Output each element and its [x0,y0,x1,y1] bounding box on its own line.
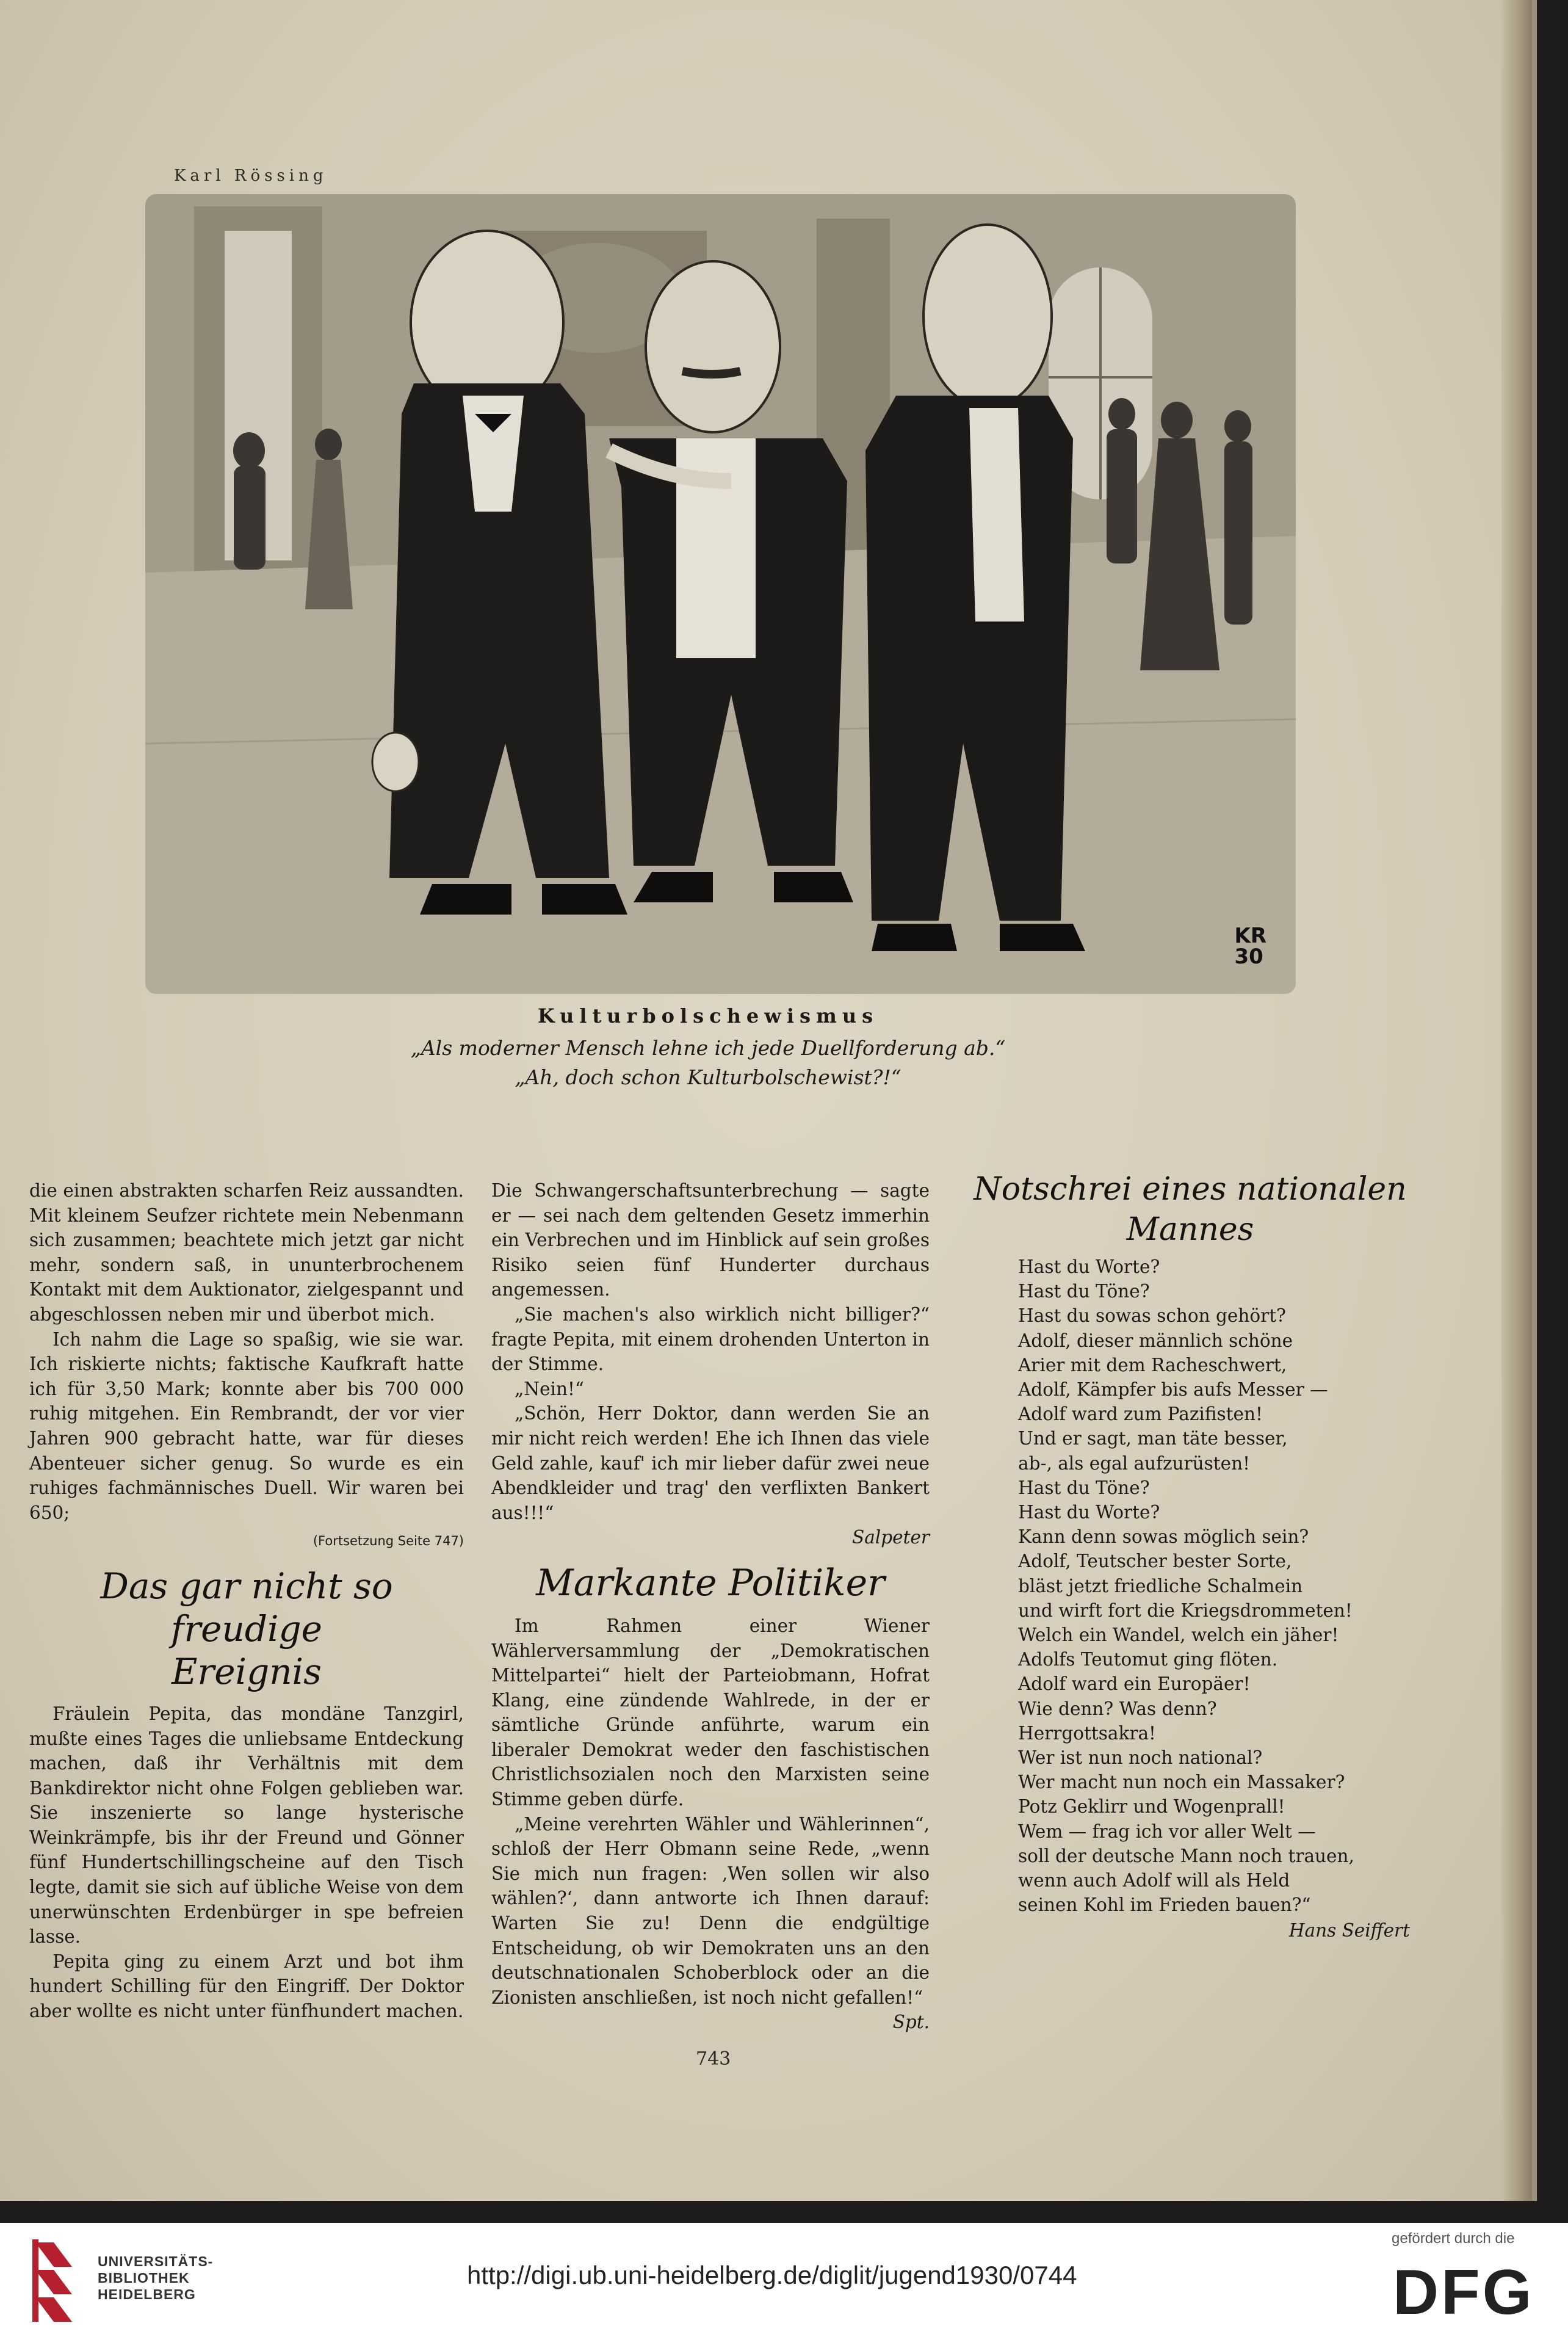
artist-monogram [1234,926,1266,967]
poem-heading-line-1: Notschrei eines nationalen [974,1171,1407,1208]
signature-spt: Spt. [892,2012,930,2033]
page-number: 743 [696,2048,731,2070]
poem-heading-line-2: Mannes [1126,1211,1254,1248]
poem-line: Hast du Töne? [1018,1281,1150,1302]
poem-line: Adolf, Teutscher bester Sorte, [1018,1551,1292,1572]
funded-by-label: gefördert durch die [1392,2230,1515,2247]
illustration-caption [305,1004,1111,1092]
col1-paragraph-1: die einen abstrakten scharfen Reiz aussandten. Mit kleinem Seufzer richtete mein Nebenmann sich zusammen; beachtete mich jetzt gar nicht mehr, sondern saß, in ununterbrochenem Kontakt mit dem Auktionator, zielgespannt und abgeschlossen neben mir und überbot mich. [29,1180,464,1325]
illustration-drawing [145,194,1296,994]
col2-paragraph-2: „Sie machen's also wirklich nicht billiger?“ fragte Pepita, mit einem drohenden Unterton in der Stimme. [491,1303,930,1375]
poem-line: Hast du Worte? [1018,1256,1160,1277]
poem-line: ab-, als egal aufzurüsten! [1018,1452,1250,1474]
library-line-2: BIBLIOTHEK [98,2270,190,2286]
col1-paragraph-4: Pepita ging zu einem Arzt und bot ihm hundert Schilling für den Eingriff. Der Doktor aber wollte es nicht unter fünfhundert machen. [29,1951,464,2022]
col2-paragraph-3: „Nein!“ [515,1378,584,1399]
university-logo-icon [29,2236,78,2324]
poem-heading [970,1169,1410,1250]
poem-line: Hast du Worte? [1018,1502,1160,1523]
poem-line: Arier mit dem Racheschwert, [1018,1354,1287,1375]
poem-line: Welch ein Wandel, welch ein jäher! [1018,1625,1339,1646]
poem-line: und wirft fort die Kriegsdrommeten! [1018,1600,1353,1621]
digitization-footer [0,2223,1568,2334]
poem-line: Herrgottsakra! [1018,1722,1156,1744]
poem-author: Hans Seiffert [1288,1920,1410,1941]
poem-line: seinen Kohl im Frieden bauen?“ [1018,1894,1311,1916]
poem-body [970,1255,1410,1917]
poem-line: bläst jetzt friedliche Schalmein [1018,1575,1303,1596]
caption-line-2: „Ah, doch schon Kulturbolschewist?!“ [515,1065,901,1089]
signature-salpeter: Salpeter [852,1527,930,1548]
poem-line: Und er sagt, man täte besser, [1018,1428,1288,1449]
poem-line: wenn auch Adolf will als Held [1018,1870,1290,1891]
monogram-initials: KR [1234,924,1266,948]
heading-line-1: Das gar nicht so freudige [100,1565,393,1650]
poem-line: Potz Geklirr und Wogenprall! [1018,1796,1285,1818]
col2-paragraph-6: „Meine verehrten Wähler und Wählerinnen“, schloß der Herr Obmann seine Rede, „wenn Sie mich nun fragen: ‚Wen sollen wir also wählen?‘, dann antworte ich Ihnen darauf: Warten Sie zu! Denn die endgültige Entscheidung, ob wir Demokraten uns an den deutschnationalen Schoberblock oder an die Zionisten anschließen, ist noch nicht gefallen!“ [491,1813,930,2008]
col2-paragraph-5: Im Rahmen einer Wiener Wählerversammlung der „Demokratischen Mittelpartei“ hielt der Parteiobmann, Hofrat Klang, eine zündende Wahlrede, in der er sämtliche Gründe anführte, warum ein liberaler Demokrat weder den faschistischen Christlichsozialen noch den Marxisten seine Stimme geben dürfe. [491,1615,930,1810]
poem-line: Hast du sowas schon gehört? [1018,1305,1286,1327]
article-heading-politiker: Markante Politiker [536,1561,885,1604]
library-line-3: HEIDELBERG [98,2286,196,2302]
poem-line: Adolf, Kämpfer bis aufs Messer — [1018,1379,1328,1401]
dfg-logo: DFG [1393,2257,1534,2328]
binding-edge [1501,0,1532,2201]
poem-line: Adolf ward ein Europäer! [1018,1673,1251,1695]
article-heading-ereignis [29,1565,464,1693]
poem-line: Wer macht nun noch ein Massaker? [1018,1772,1345,1793]
continuation-note: (Fortsetzung Seite 747) [313,1534,464,1549]
caption-title: Kulturbolschewismus [537,1004,879,1027]
column-3 [970,1169,1410,1943]
poem-line: Hast du Töne? [1018,1477,1150,1498]
library-name [98,2253,213,2303]
poem-line: Wem — frag ich vor aller Welt — [1018,1821,1316,1842]
col2-paragraph-4: „Schön, Herr Doktor, dann werden Sie an mir nicht reich werden! Ehe ich Ihnen das viele Geld zahle, kauf' ich mir lieber dafür zwei neue Abendkleider und trag' den verflixten Bankert aus!!!“ [491,1403,930,1523]
column-1 [29,1178,464,2024]
illustration-kulturbolschewismus [145,194,1296,994]
poem-line: Wer ist nun noch national? [1018,1747,1263,1769]
poem-line: Adolf, dieser männlich schöne [1018,1330,1293,1351]
col2-paragraph-1: Die Schwangerschaftsunterbrechung — sagte er — sei nach dem geltenden Gesetz immerhin ein Verbrechen und im Hinblick auf sein großes Risiko seien fünf Hunderter durchaus angemessen. [491,1180,930,1300]
col1-paragraph-3: Fräulein Pepita, das mondäne Tanzgirl, mußte eines Tages die unliebsame Entdeckung machen, daß ihr Verhältnis mit dem Bankdirektor nicht ohne Folgen geblieben war. Sie inszenierte so lange hysterische Weinkrämpfe, bis ihr der Freund und Gönner fünf Hundertschillingscheine auf den Tisch legte, damit sie sich auf übliche Weise von dem unerwünschten Erdenbürger in spe befreien lasse. [29,1703,464,1948]
poem-line: Adolf ward zum Pazifisten! [1018,1404,1263,1425]
poem-line: Kann denn sowas möglich sein? [1018,1526,1309,1548]
caption-line-1: „Als moderner Mensch lehne ich jede Duellforderung ab.“ [410,1036,1006,1060]
poem-line: soll der deutsche Mann noch trauen, [1018,1845,1354,1866]
library-line-1: UNIVERSITÄTS- [98,2253,214,2269]
poem-line: Wie denn? Was denn? [1018,1698,1217,1719]
permalink-url[interactable]: http://digi.ub.uni-heidelberg.de/diglit/jugend1930/0744 [467,2261,1077,2289]
artist-name: Karl Rössing [174,167,328,185]
heading-line-2: Ereignis [172,1650,322,1692]
monogram-year: 30 [1234,944,1263,969]
column-2 [491,1178,930,2035]
poem-line: Adolfs Teutomut ging flöten. [1018,1649,1278,1670]
col1-paragraph-2: Ich nahm die Lage so spaßig, wie sie war. Ich riskierte nichts; faktische Kaufkraft hatte ich für 3,50 Mark; konnte aber bis 700 000 ruhig mitgehen. Ein Rembrandt, der vor vier Jahren 900 gebracht hatte, war für dieses Abenteuer sicher genug. So wurde es ein ruhiges fachmännisches Duell. Wir waren bei 650; [29,1328,464,1523]
